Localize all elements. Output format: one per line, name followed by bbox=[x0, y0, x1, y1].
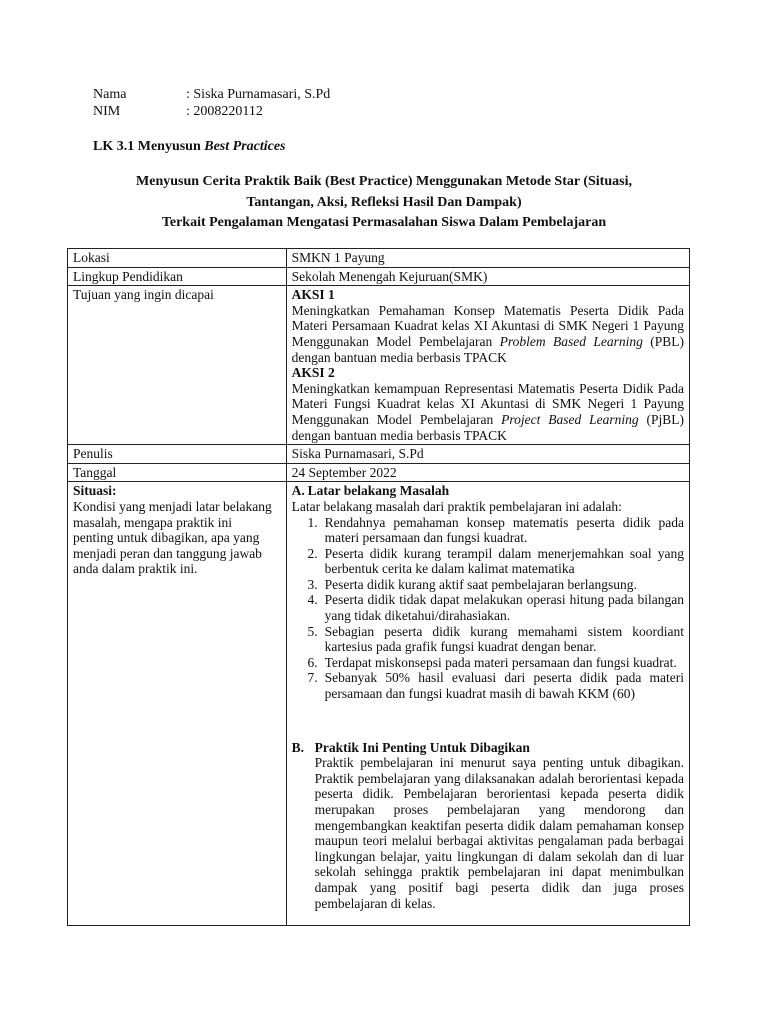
lk-title-prefix: LK 3.1 Menyusun bbox=[93, 139, 205, 154]
list-item bbox=[292, 624, 684, 655]
list-item-text: Sebanyak 50% hasil evaluasi dari peserta didik pada materi persamaan dan fungsi kuadrat masih di bawah KKM (60) bbox=[324, 670, 684, 702]
situasi-description: Kondisi yang menjadi latar belakang masalah, mengapa praktik ini penting untuk dibagikan, apa yang menjadi peran dan tanggung jawab anda dalam praktik ini. bbox=[73, 498, 272, 577]
section-b bbox=[292, 740, 684, 912]
list-item-text: Rendahnya pemahaman konsep matematis peserta didik pada materi persamaan dan fungsi kuadrat. bbox=[324, 514, 684, 546]
penulis-label: Penulis bbox=[68, 445, 287, 464]
section-a-title bbox=[292, 483, 684, 499]
list-item-number: 1. bbox=[307, 514, 318, 530]
aksi2-italic: Project Based Learning bbox=[501, 411, 639, 427]
list-item bbox=[292, 655, 684, 671]
list-item-text: Sebagian peserta didik kurang memahami sistem koordiant kartesius pada grafik fungsi kuadrat dengan benar. bbox=[324, 623, 684, 655]
table-row-lingkup bbox=[68, 267, 690, 286]
table-row-penulis bbox=[68, 445, 690, 464]
list-item-text: Peserta didik tidak dapat melakukan operasi hitung pada bilangan yang tidak diketahui/dirahasiakan. bbox=[324, 592, 684, 624]
best-practice-table bbox=[67, 248, 690, 926]
heading-line-3: Terkait Pengalaman Mengatasi Permasalahan Siswa Dalam Pembelajaran bbox=[161, 215, 607, 230]
list-item bbox=[292, 592, 684, 623]
lokasi-label: Lokasi bbox=[68, 249, 287, 268]
heading-line-2: Tantangan, Aksi, Refleksi Hasil Dan Dampak) bbox=[246, 194, 522, 210]
aksi1-text-b: (PBL) dengan bantuan media berbasis TPACK bbox=[291, 333, 684, 365]
penulis-value: Siska Purnamasari, S.Pd bbox=[286, 445, 689, 464]
list-item bbox=[292, 515, 684, 546]
section-b-title bbox=[292, 740, 684, 756]
table-row-situasi bbox=[68, 482, 690, 926]
tujuan-value bbox=[286, 286, 689, 445]
section-a-marker: A. bbox=[291, 483, 305, 499]
table-row-lokasi bbox=[68, 249, 690, 268]
lk-title bbox=[93, 139, 286, 155]
list-item-number: 4. bbox=[307, 592, 318, 608]
nama-value: : Siska Purnamasari, S.Pd bbox=[186, 87, 331, 102]
list-item bbox=[292, 546, 684, 577]
aksi2-title: AKSI 2 bbox=[291, 365, 335, 381]
list-item bbox=[292, 670, 684, 701]
list-item-text: Peserta didik kurang terampil dalam menerjemahkan soal yang berbentuk cerita ke dalam kalimat matematika bbox=[324, 545, 684, 577]
identity-block bbox=[93, 86, 330, 120]
table-row-tujuan bbox=[68, 286, 690, 445]
aksi1-text-a: Meningkatkan Pemahaman Konsep Matematis Peserta Didik Pada Materi Persamaan Kuadrat kelas XI Akuntasi di SMK Negeri 1 Payung Menggunakan Model Pembelajaran bbox=[291, 302, 684, 349]
list-item-text: Terdapat miskonsepsi pada materi persamaan dan fungsi kuadrat. bbox=[324, 654, 677, 670]
nim-row bbox=[93, 103, 330, 120]
list-item-number: 2. bbox=[307, 545, 318, 561]
section-a-list bbox=[292, 515, 684, 702]
situasi-cell bbox=[68, 482, 287, 926]
list-item-number: 7. bbox=[307, 670, 318, 686]
list-item-number: 6. bbox=[307, 654, 318, 670]
tanggal-label: Tanggal bbox=[68, 463, 287, 482]
nama-row bbox=[93, 86, 330, 103]
tujuan-label: Tujuan yang ingin dicapai bbox=[68, 286, 287, 445]
aksi2-text bbox=[292, 381, 684, 443]
lingkup-label: Lingkup Pendidikan bbox=[68, 267, 287, 286]
document-heading bbox=[60, 172, 708, 234]
aksi2-text-a: Meningkatkan kemampuan Representasi Matematis Peserta Didik Pada Materi Fungsi Kuadrat kelas XI Akuntasi di SMK Negeri 1 Payung Menggunakan Model Pembelajaran bbox=[291, 380, 684, 427]
list-item-text: Peserta didik kurang aktif saat pembelajaran berlangsung. bbox=[324, 576, 637, 592]
nim-label: NIM bbox=[93, 104, 121, 119]
section-a-title-text: Latar belakang Masalah bbox=[307, 483, 450, 499]
table-row-tanggal bbox=[68, 463, 690, 482]
section-b-marker: B. bbox=[291, 739, 304, 755]
aksi1-text bbox=[292, 303, 684, 365]
section-b-body: Praktik pembelajaran ini menurut saya penting untuk dibagikan. Praktik pembelajaran yang dilaksanakan adalah berorientasi kepada peserta didik. Pembelajaran berorientasi kepada peserta didik merupakan proses pembelajaran yang mendorong dan mengembangkan keaktifan peserta didik dalam pemahaman konsep maupun teori melalui berbagai aktivitas pengalaman pada berbagai lingkungan belajar, yaitu lingkungan di dalam sekolah dan di luar sekolah sehingga praktik pembelajaran ini dapat menimbulkan dampak yang positif bagi peserta didik dan juga proses pembelajaran di kelas. bbox=[314, 755, 684, 911]
tanggal-value: 24 September 2022 bbox=[286, 463, 689, 482]
aksi1-title: AKSI 1 bbox=[291, 287, 335, 303]
lingkup-value: Sekolah Menengah Kejuruan(SMK) bbox=[286, 267, 689, 286]
list-item bbox=[292, 577, 684, 593]
list-item-number: 5. bbox=[307, 623, 318, 639]
section-b-title-text: Praktik Ini Penting Untuk Dibagikan bbox=[314, 739, 530, 755]
situasi-content bbox=[286, 482, 689, 926]
nim-value: : 2008220112 bbox=[186, 104, 263, 119]
section-a-intro: Latar belakang masalah dari praktik pembelajaran ini adalah: bbox=[291, 498, 622, 514]
heading-line-1: Menyusun Cerita Praktik Baik (Best Practice) Menggunakan Metode Star (Situasi, bbox=[136, 174, 632, 189]
nama-label: Nama bbox=[93, 87, 127, 102]
lk-title-italic: Best Practices bbox=[204, 139, 286, 154]
aksi1-italic: Problem Based Learning bbox=[499, 333, 643, 349]
aksi2-text-b: (PjBL) dengan bantuan media berbasis TPACK bbox=[291, 411, 684, 443]
situasi-label: Situasi: bbox=[73, 483, 117, 499]
list-item-number: 3. bbox=[307, 576, 318, 592]
lokasi-value: SMKN 1 Payung bbox=[286, 249, 689, 268]
